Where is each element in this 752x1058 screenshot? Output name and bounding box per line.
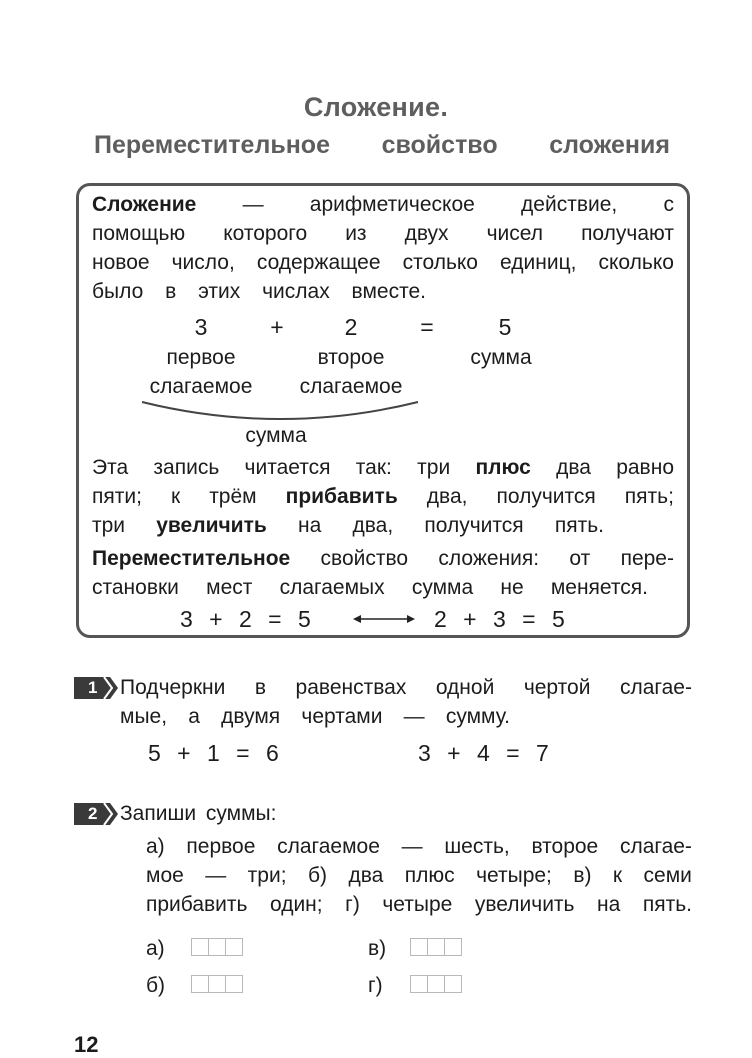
word: мые, (120, 705, 168, 728)
term-addition: Сложение (92, 193, 197, 216)
word: одной (435, 676, 495, 699)
answer-a-cells[interactable] (191, 938, 242, 956)
word: слагаемое (277, 835, 380, 858)
word: два (348, 864, 384, 887)
definition-line-3 (92, 251, 674, 275)
word: второе (531, 835, 599, 858)
word: — (401, 835, 423, 858)
definition-line-2 (92, 222, 674, 246)
reading-line-1 (92, 456, 674, 480)
word: новое (92, 251, 150, 274)
title-word: Переместительное (94, 131, 330, 159)
word: плюс (404, 864, 455, 887)
task-1-equation-2[interactable]: 3 + 4 = 7 (418, 740, 549, 766)
example-sum: 5 (498, 314, 512, 340)
word: а (188, 705, 200, 728)
property-line-2 (92, 576, 648, 600)
word: семи (643, 864, 692, 887)
word: не (500, 576, 524, 599)
word: содержащее (256, 251, 381, 274)
answer-cell[interactable] (444, 975, 462, 993)
word: а) (146, 835, 165, 858)
word: пять; (624, 485, 674, 508)
word: в (254, 676, 267, 699)
answer-cell[interactable] (427, 938, 445, 956)
word: в (165, 280, 177, 303)
word: было (92, 280, 144, 303)
word: один; (269, 893, 323, 916)
word: вместе. (351, 280, 426, 303)
word: помощью (92, 222, 186, 245)
word: с (663, 193, 674, 216)
word: пять. (554, 514, 604, 537)
word: первое (186, 835, 256, 858)
answer-a-label: а) (146, 937, 165, 960)
title-line-2 (94, 131, 670, 160)
answer-v-cells[interactable] (410, 938, 461, 956)
word: на (597, 893, 621, 916)
word: Эта (92, 456, 129, 479)
title-word: свойство (381, 131, 498, 159)
word: трём (209, 485, 257, 508)
word: мое (146, 864, 184, 887)
answer-cell[interactable] (208, 975, 226, 993)
answer-cell[interactable] (191, 975, 209, 993)
word: чертами (301, 705, 383, 728)
word: получится (496, 485, 596, 508)
title-word: сложения (549, 131, 670, 159)
word: б) (307, 864, 328, 887)
task-2-line-3 (146, 893, 692, 917)
answer-b-cells[interactable] (191, 975, 242, 993)
answer-b-label: б) (146, 974, 166, 997)
word: пять. (642, 893, 692, 916)
answer-cell[interactable] (444, 938, 462, 956)
word: этих (198, 280, 241, 303)
word: единиц, (500, 251, 577, 274)
word: из (345, 222, 367, 245)
label-second-addend: слагаемое (299, 375, 403, 398)
example-first-addend: 3 (194, 314, 208, 340)
word: арифметическое (309, 193, 475, 216)
answer-cell[interactable] (225, 975, 243, 993)
task-2-line-1 (146, 835, 692, 859)
word: два, (352, 514, 394, 537)
task-1-equation-1[interactable]: 5 + 1 = 6 (148, 740, 279, 766)
title-line-1: Сложение. (303, 92, 449, 122)
word: от (569, 547, 591, 570)
word: на (297, 514, 322, 537)
word: — (403, 705, 425, 728)
word: Подчеркни (120, 676, 226, 699)
label-first-addend: слагаемое (149, 375, 253, 398)
example-equals: = (420, 314, 434, 340)
label-brace-sum: сумма (245, 424, 307, 447)
term-add: прибавить (285, 485, 398, 508)
property-line-1 (92, 547, 674, 571)
answer-cell[interactable] (208, 938, 226, 956)
task-1-line-2 (120, 705, 510, 729)
word: три (92, 514, 126, 537)
word: увеличить (474, 893, 575, 916)
answer-cell[interactable] (225, 938, 243, 956)
word: сложения: (438, 547, 540, 570)
word: четыре; (476, 864, 552, 887)
word: — (242, 193, 264, 216)
word: слагаемых (279, 576, 385, 599)
word: сумму. (445, 705, 510, 728)
word: равенствах (295, 676, 407, 699)
word: чисел (486, 222, 544, 245)
word: получится (424, 514, 524, 537)
task-1-number: 1 (88, 678, 98, 697)
property-equation-right: 2 + 3 = 5 (434, 606, 565, 632)
answer-g-cells[interactable] (410, 975, 461, 993)
page-number: 12 (74, 1032, 99, 1057)
word: свойство (320, 547, 409, 570)
word: действие, (521, 193, 618, 216)
word: три (417, 456, 451, 479)
word: пяти; (92, 485, 142, 508)
task-1-line-1 (120, 676, 692, 700)
answer-g-label: г) (368, 974, 383, 997)
word: прибавить (146, 893, 248, 916)
example-second-addend: 2 (344, 314, 358, 340)
word: два, (426, 485, 468, 508)
word: столько (402, 251, 478, 274)
answer-cell[interactable] (410, 938, 428, 956)
word: так: (355, 456, 392, 479)
definition-line-1 (92, 193, 674, 217)
word: шесть, (444, 835, 510, 858)
word: слагае- (619, 676, 692, 699)
word: пере- (620, 547, 674, 570)
word: сколько (598, 251, 674, 274)
word: к (170, 485, 181, 508)
task-2-line-2 (146, 864, 692, 888)
word: — (205, 864, 227, 887)
task-2-number: 2 (88, 804, 98, 823)
label-result: сумма (470, 346, 532, 369)
word: в) (573, 864, 592, 887)
double-arrow-icon (352, 611, 416, 627)
answer-v-label: в) (368, 937, 387, 960)
word: получают (581, 222, 674, 245)
word: чертой (523, 676, 591, 699)
word: равно (616, 456, 674, 479)
word: мест (206, 576, 253, 599)
term-commutative: Переместительное (92, 547, 291, 570)
word: двух (404, 222, 449, 245)
word: становки (92, 576, 179, 599)
word: читается (244, 456, 331, 479)
word: число, (171, 251, 235, 274)
word: числах (262, 280, 330, 303)
word: которого (223, 222, 308, 245)
word: два (556, 456, 591, 479)
word: двумя (221, 705, 281, 728)
answer-cell[interactable] (191, 938, 209, 956)
property-equation-left: 3 + 2 = 5 (180, 606, 311, 632)
task-2-heading: Запиши суммы: (120, 802, 277, 825)
reading-line-2 (92, 485, 674, 509)
word: г) (345, 893, 360, 916)
term-increase: увеличить (156, 514, 267, 537)
example-plus: + (270, 314, 284, 340)
answer-cell[interactable] (427, 975, 445, 993)
word: сумма (411, 576, 474, 599)
word: запись (153, 456, 220, 479)
label-second: второе (317, 346, 385, 369)
definition-line-4 (92, 280, 426, 304)
term-plus: плюс (475, 456, 531, 479)
word: меняется. (550, 576, 648, 599)
reading-line-3 (92, 514, 604, 538)
word: четыре (382, 893, 453, 916)
word: слагае- (619, 835, 692, 858)
label-first: первое (166, 346, 236, 369)
word: к (612, 864, 623, 887)
answer-cell[interactable] (410, 975, 428, 993)
word: три; (247, 864, 287, 887)
